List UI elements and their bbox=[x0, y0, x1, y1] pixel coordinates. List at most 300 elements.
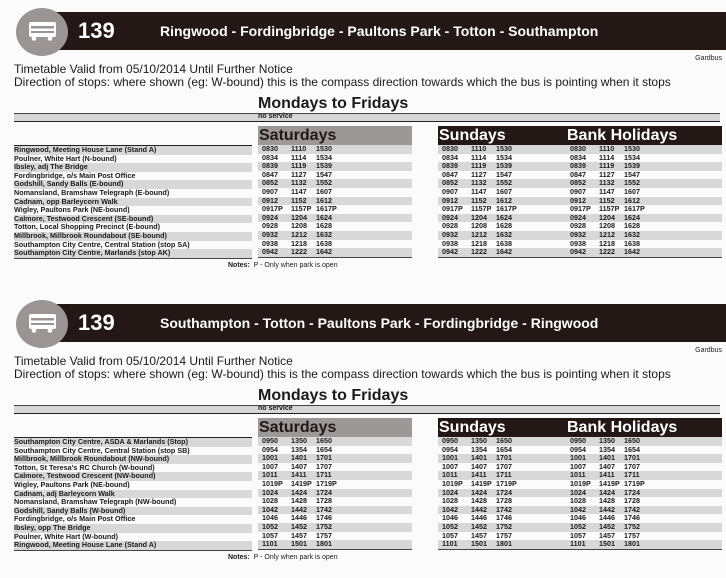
column-sundays bbox=[438, 418, 566, 550]
day-heading: Bank Holidays bbox=[566, 126, 722, 145]
departure-time: 0852 bbox=[442, 179, 458, 188]
stop-name: Poulner, White Hart (W-bound) bbox=[14, 532, 119, 541]
departure-time: 1724 bbox=[624, 488, 640, 497]
departure-time: 1147 bbox=[471, 187, 487, 196]
departure-time: 1746 bbox=[624, 514, 640, 523]
departure-time: 1701 bbox=[624, 454, 640, 463]
departure-time: 1650 bbox=[496, 437, 512, 445]
departure-time: 0834 bbox=[262, 153, 278, 162]
stop-name: Totton, St Teresa's RC Church (W-bound) bbox=[14, 463, 155, 472]
departure-time: 1612 bbox=[496, 196, 512, 205]
departure-time: 0954 bbox=[570, 445, 586, 454]
stop-name: Wigley, Paultons Park (NE-bound) bbox=[14, 480, 130, 489]
time-row bbox=[566, 523, 722, 532]
departure-time: 1539 bbox=[316, 162, 332, 171]
departure-time: 0830 bbox=[262, 145, 278, 153]
departure-time: 1746 bbox=[496, 514, 512, 523]
direction-note: Direction of stops: where shown (eg: W-bound) this is the compass direction towards which the bus is pointing when it stops bbox=[14, 75, 671, 89]
departure-time: 1119 bbox=[471, 162, 487, 171]
departure-time: 1019P bbox=[442, 479, 463, 488]
departure-time: 1724 bbox=[496, 488, 512, 497]
time-row bbox=[438, 540, 566, 549]
departure-time: 1007 bbox=[442, 462, 458, 471]
notes-label: Notes: bbox=[228, 262, 250, 269]
departure-time: 1534 bbox=[624, 153, 640, 162]
departure-time: 1411 bbox=[291, 471, 307, 480]
time-row bbox=[566, 205, 722, 214]
time-row bbox=[258, 489, 412, 498]
departure-time: 1711 bbox=[316, 471, 332, 480]
departure-time: 1019P bbox=[570, 479, 591, 488]
departure-time: 0834 bbox=[442, 153, 458, 162]
time-row bbox=[438, 162, 566, 171]
departure-time: 1452 bbox=[291, 522, 307, 531]
departure-time: 0834 bbox=[570, 153, 586, 162]
time-row bbox=[566, 222, 722, 231]
departure-time: 1632 bbox=[496, 230, 512, 239]
day-heading: Saturdays bbox=[258, 418, 412, 437]
time-row bbox=[438, 197, 566, 206]
departure-time: 0924 bbox=[570, 213, 586, 222]
notes-text: P - Only when park is open bbox=[253, 262, 338, 269]
departure-time: 1742 bbox=[496, 505, 512, 514]
departure-time: 1728 bbox=[624, 497, 640, 506]
time-row bbox=[258, 532, 412, 541]
departure-time: 1632 bbox=[624, 230, 640, 239]
time-row bbox=[438, 471, 566, 480]
time-row bbox=[258, 523, 412, 532]
time-row bbox=[438, 240, 566, 249]
departure-time: 1052 bbox=[442, 522, 458, 531]
departure-time: 1707 bbox=[624, 462, 640, 471]
departure-time: 0950 bbox=[570, 437, 586, 445]
departure-time: 1752 bbox=[496, 522, 512, 531]
time-row bbox=[566, 489, 722, 498]
departure-time: 1707 bbox=[496, 462, 512, 471]
departure-time: 0912 bbox=[442, 196, 458, 205]
departure-time: 1057 bbox=[570, 531, 586, 540]
departure-time: 1208 bbox=[599, 222, 615, 231]
time-row bbox=[438, 506, 566, 515]
departure-time: 0932 bbox=[570, 230, 586, 239]
departure-time: 1638 bbox=[316, 239, 332, 248]
departure-time: 1007 bbox=[570, 462, 586, 471]
departure-time: 0942 bbox=[570, 248, 586, 257]
departure-time: 1028 bbox=[442, 497, 458, 506]
departure-time: 1028 bbox=[570, 497, 586, 506]
column-bank-holidays bbox=[566, 418, 722, 550]
time-row bbox=[438, 205, 566, 214]
departure-time: 1152 bbox=[599, 196, 615, 205]
departure-time: 0830 bbox=[570, 145, 586, 153]
time-row bbox=[566, 248, 722, 257]
time-row bbox=[258, 446, 412, 455]
time-row bbox=[438, 454, 566, 463]
time-row bbox=[438, 145, 566, 154]
time-row bbox=[438, 179, 566, 188]
time-row bbox=[566, 231, 722, 240]
departure-time: 1801 bbox=[316, 540, 332, 549]
time-row bbox=[258, 222, 412, 231]
departure-time: 1446 bbox=[291, 514, 307, 523]
time-row bbox=[566, 437, 722, 446]
departure-time: 1354 bbox=[471, 445, 487, 454]
time-row bbox=[438, 188, 566, 197]
departure-time: 1057 bbox=[442, 531, 458, 540]
validity-text: Timetable Valid from 05/10/2014 Until Further Notice bbox=[14, 354, 293, 368]
departure-time: 0852 bbox=[262, 179, 278, 188]
stop-name: Wigley, Paultons Park (NE-bound) bbox=[14, 206, 130, 215]
mon-fri-heading: Mondays to Fridays bbox=[258, 387, 409, 404]
stop-name: Godshill, Sandy Balls (W-bound) bbox=[14, 507, 252, 516]
stop-name: Ringwood, Meeting House Lane (Stand A) bbox=[14, 146, 252, 155]
time-row bbox=[258, 231, 412, 240]
departure-time: 0907 bbox=[262, 187, 278, 196]
time-row bbox=[566, 471, 722, 480]
departure-time: 1401 bbox=[291, 454, 307, 463]
departure-time: 1707 bbox=[316, 462, 332, 471]
day-heading: Sundays bbox=[438, 126, 566, 145]
departure-time: 1001 bbox=[570, 454, 586, 463]
departure-time: 1530 bbox=[496, 145, 512, 153]
departure-time: 1617P bbox=[496, 205, 517, 214]
departure-time: 1446 bbox=[471, 514, 487, 523]
time-row bbox=[258, 154, 412, 163]
departure-time: 1752 bbox=[316, 522, 332, 531]
departure-time: 1204 bbox=[599, 213, 615, 222]
departure-time: 1654 bbox=[496, 445, 512, 454]
time-row bbox=[438, 171, 566, 180]
departure-time: 0847 bbox=[442, 170, 458, 179]
departure-time: 0938 bbox=[442, 239, 458, 248]
departure-time: 1424 bbox=[291, 488, 307, 497]
direction-note: Direction of stops: where shown (eg: W-bound) this is the compass direction towards which the bus is pointing when it stops bbox=[14, 367, 671, 381]
departure-time: 1007 bbox=[262, 462, 278, 471]
time-row bbox=[258, 188, 412, 197]
departure-time: 1222 bbox=[599, 248, 615, 257]
departure-time: 1218 bbox=[599, 239, 615, 248]
departure-time: 0852 bbox=[570, 179, 586, 188]
stop-name: Calmore, Testwood Crescent (NW-bound) bbox=[14, 472, 252, 481]
time-row bbox=[258, 145, 412, 154]
departure-time: 1728 bbox=[496, 497, 512, 506]
stop-name: Millbrook, Millbrook Roundabout (NW-bound) bbox=[14, 455, 252, 464]
time-row bbox=[258, 214, 412, 223]
mon-fri-bar bbox=[14, 113, 720, 122]
departure-time: 1208 bbox=[291, 222, 307, 231]
departure-time: 1442 bbox=[471, 505, 487, 514]
time-row bbox=[566, 497, 722, 506]
departure-time: 1204 bbox=[471, 213, 487, 222]
stop-name: Fordingbridge, o/s Main Post Office bbox=[14, 515, 136, 524]
column-saturdays bbox=[258, 126, 412, 258]
day-heading: Sundays bbox=[438, 418, 566, 437]
departure-time: 1624 bbox=[496, 213, 512, 222]
departure-time: 1547 bbox=[624, 170, 640, 179]
departure-time: 0954 bbox=[442, 445, 458, 454]
departure-time: 1204 bbox=[291, 213, 307, 222]
departure-time: 0928 bbox=[442, 222, 458, 231]
departure-time: 1534 bbox=[496, 153, 512, 162]
departure-time: 1401 bbox=[599, 454, 615, 463]
departure-time: 1110 bbox=[471, 145, 487, 153]
departure-time: 1424 bbox=[471, 488, 487, 497]
departure-time: 0928 bbox=[570, 222, 586, 231]
departure-time: 1757 bbox=[624, 531, 640, 540]
stops-list bbox=[14, 145, 252, 259]
departure-time: 1428 bbox=[291, 497, 307, 506]
departure-time: 1350 bbox=[291, 437, 307, 445]
stop-name: Godshill, Sandy Balls (E-bound) bbox=[14, 180, 252, 189]
stop-name: Fordingbridge, o/s Main Post Office bbox=[14, 171, 136, 180]
time-row bbox=[438, 489, 566, 498]
time-row bbox=[438, 497, 566, 506]
departure-time: 1457 bbox=[291, 531, 307, 540]
stop-name: Ringwood, Meeting House Lane (Stand A) bbox=[14, 541, 252, 550]
departure-time: 1132 bbox=[291, 179, 307, 188]
departure-time: 1501 bbox=[471, 540, 487, 549]
departure-time: 1534 bbox=[316, 153, 332, 162]
validity-text: Timetable Valid from 05/10/2014 Until Further Notice bbox=[14, 62, 293, 76]
departure-time: 1442 bbox=[291, 505, 307, 514]
departure-time: 1552 bbox=[496, 179, 512, 188]
departure-time: 1547 bbox=[316, 170, 332, 179]
time-row bbox=[258, 471, 412, 480]
time-row bbox=[438, 463, 566, 472]
time-row bbox=[258, 463, 412, 472]
departure-time: 1719P bbox=[316, 479, 337, 488]
departure-time: 1222 bbox=[471, 248, 487, 257]
time-row bbox=[566, 532, 722, 541]
time-row bbox=[258, 162, 412, 171]
departure-time: 1354 bbox=[599, 445, 615, 454]
departure-time: 0839 bbox=[570, 162, 586, 171]
departure-time: 1024 bbox=[442, 488, 458, 497]
departure-time: 1147 bbox=[599, 187, 615, 196]
departure-time: 0924 bbox=[442, 213, 458, 222]
departure-time: 1157P bbox=[599, 205, 620, 214]
departure-time: 1152 bbox=[291, 196, 307, 205]
departure-time: 1024 bbox=[262, 488, 278, 497]
departure-time: 0830 bbox=[442, 145, 458, 153]
time-row bbox=[566, 197, 722, 206]
departure-time: 1624 bbox=[316, 213, 332, 222]
departure-time: 1212 bbox=[599, 230, 615, 239]
departure-time: 1147 bbox=[291, 187, 307, 196]
time-row bbox=[566, 240, 722, 249]
departure-time: 1157P bbox=[291, 205, 312, 214]
departure-time: 1212 bbox=[291, 230, 307, 239]
departure-time: 1607 bbox=[316, 187, 332, 196]
notes-text: P - Only when park is open bbox=[253, 554, 338, 561]
departure-time: 1424 bbox=[599, 488, 615, 497]
departure-time: 1011 bbox=[442, 471, 458, 480]
departure-time: 1612 bbox=[316, 196, 332, 205]
departure-time: 1218 bbox=[291, 239, 307, 248]
notes bbox=[228, 262, 338, 269]
time-row bbox=[258, 506, 412, 515]
departure-time: 1218 bbox=[471, 239, 487, 248]
time-row bbox=[258, 514, 412, 523]
departure-time: 0942 bbox=[442, 248, 458, 257]
notes-label: Notes: bbox=[228, 554, 250, 561]
departure-time: 1157P bbox=[471, 205, 492, 214]
time-row bbox=[566, 214, 722, 223]
departure-time: 1011 bbox=[570, 471, 586, 480]
departure-time: 1019P bbox=[262, 479, 283, 488]
departure-time: 0924 bbox=[262, 213, 278, 222]
departure-time: 1724 bbox=[316, 488, 332, 497]
day-heading: Bank Holidays bbox=[566, 418, 722, 437]
departure-time: 1624 bbox=[624, 213, 640, 222]
departure-time: 1428 bbox=[471, 497, 487, 506]
time-row bbox=[438, 214, 566, 223]
time-row bbox=[438, 446, 566, 455]
departure-time: 0938 bbox=[570, 239, 586, 248]
departure-time: 1457 bbox=[471, 531, 487, 540]
time-row bbox=[566, 514, 722, 523]
departure-time: 1711 bbox=[496, 471, 512, 480]
departure-time: 1114 bbox=[599, 153, 615, 162]
route-number: 139 bbox=[78, 18, 115, 43]
departure-time: 1719P bbox=[624, 479, 645, 488]
departure-time: 1350 bbox=[599, 437, 615, 445]
mon-fri-bar bbox=[14, 405, 720, 414]
departure-time: 1001 bbox=[442, 454, 458, 463]
time-row bbox=[258, 205, 412, 214]
stop-name: Totton, Local Shopping Precinct (E-bound) bbox=[14, 223, 160, 232]
departure-time: 1501 bbox=[291, 540, 307, 549]
stop-name: Calmore, Testwood Crescent (SE-bound) bbox=[14, 215, 252, 224]
departure-time: 1411 bbox=[599, 471, 615, 480]
departure-time: 1411 bbox=[471, 471, 487, 480]
bus-icon bbox=[16, 8, 68, 56]
departure-time: 1132 bbox=[471, 179, 487, 188]
departure-time: 0938 bbox=[262, 239, 278, 248]
departure-time: 1552 bbox=[624, 179, 640, 188]
column-bank-holidays bbox=[566, 126, 722, 258]
departure-time: 1654 bbox=[316, 445, 332, 454]
time-row bbox=[438, 514, 566, 523]
departure-time: 1001 bbox=[262, 454, 278, 463]
stop-name: Millbrook, Millbrook Roundabout (SE-bound) bbox=[14, 232, 252, 241]
departure-time: 1057 bbox=[262, 531, 278, 540]
time-row bbox=[258, 197, 412, 206]
departure-time: 1547 bbox=[496, 170, 512, 179]
departure-time: 1757 bbox=[496, 531, 512, 540]
departure-time: 1457 bbox=[599, 531, 615, 540]
time-row bbox=[566, 179, 722, 188]
departure-time: 1350 bbox=[471, 437, 487, 445]
departure-time: 1701 bbox=[496, 454, 512, 463]
departure-time: 1746 bbox=[316, 514, 332, 523]
time-row bbox=[258, 171, 412, 180]
time-row bbox=[566, 188, 722, 197]
departure-time: 1110 bbox=[291, 145, 307, 153]
departure-time: 1642 bbox=[496, 248, 512, 257]
departure-time: 1152 bbox=[471, 196, 487, 205]
departure-time: 0954 bbox=[262, 445, 278, 454]
departure-time: 1742 bbox=[316, 505, 332, 514]
departure-time: 1046 bbox=[262, 514, 278, 523]
departure-time: 1530 bbox=[624, 145, 640, 153]
departure-time: 1628 bbox=[624, 222, 640, 231]
departure-time: 1650 bbox=[624, 437, 640, 445]
departure-time: 1612 bbox=[624, 196, 640, 205]
departure-time: 1650 bbox=[316, 437, 332, 445]
departure-time: 0932 bbox=[262, 230, 278, 239]
departure-time: 1110 bbox=[599, 145, 615, 153]
time-row bbox=[258, 437, 412, 446]
stop-name: Southampton City Centre, ASDA & Marlands (Stop) bbox=[14, 438, 252, 447]
departure-time: 1552 bbox=[316, 179, 332, 188]
operator-name: Gardbus bbox=[695, 347, 722, 354]
departure-time: 0839 bbox=[442, 162, 458, 171]
departure-time: 1539 bbox=[496, 162, 512, 171]
time-row bbox=[566, 480, 722, 489]
departure-time: 1127 bbox=[599, 170, 615, 179]
departure-time: 1719P bbox=[496, 479, 517, 488]
departure-time: 0912 bbox=[570, 196, 586, 205]
departure-time: 1042 bbox=[442, 505, 458, 514]
departure-time: 1607 bbox=[624, 187, 640, 196]
departure-time: 1628 bbox=[496, 222, 512, 231]
departure-time: 1752 bbox=[624, 522, 640, 531]
departure-time: 1042 bbox=[262, 505, 278, 514]
departure-time: 1024 bbox=[570, 488, 586, 497]
departure-time: 1638 bbox=[496, 239, 512, 248]
departure-time: 1354 bbox=[291, 445, 307, 454]
route-title: Southampton - Totton - Paultons Park - Fordingbridge - Ringwood bbox=[160, 315, 599, 331]
departure-time: 1042 bbox=[570, 505, 586, 514]
departure-time: 0950 bbox=[262, 437, 278, 445]
departure-time: 0847 bbox=[262, 170, 278, 179]
departure-time: 1011 bbox=[262, 471, 278, 480]
departure-time: 1127 bbox=[471, 170, 487, 179]
departure-time: 0907 bbox=[442, 187, 458, 196]
time-row bbox=[438, 532, 566, 541]
time-row bbox=[566, 506, 722, 515]
stop-name: Southampton City Centre, Central Station (stop SA) bbox=[14, 240, 190, 249]
departure-time: 1617P bbox=[624, 205, 645, 214]
time-row bbox=[258, 497, 412, 506]
stop-name: Southampton City Centre, Marlands (stop AK) bbox=[14, 249, 252, 258]
departure-time: 0839 bbox=[262, 162, 278, 171]
time-row bbox=[438, 248, 566, 257]
departure-time: 1401 bbox=[471, 454, 487, 463]
departure-time: 1101 bbox=[570, 540, 586, 549]
departure-time: 1114 bbox=[291, 153, 307, 162]
departure-time: 1407 bbox=[471, 462, 487, 471]
time-row bbox=[566, 171, 722, 180]
departure-time: 1028 bbox=[262, 497, 278, 506]
notes bbox=[228, 554, 338, 561]
time-row bbox=[566, 145, 722, 154]
departure-time: 1442 bbox=[599, 505, 615, 514]
departure-time: 1701 bbox=[316, 454, 332, 463]
time-row bbox=[566, 454, 722, 463]
stops-list bbox=[14, 437, 252, 551]
departure-time: 0917P bbox=[442, 205, 463, 214]
departure-time: 1539 bbox=[624, 162, 640, 171]
departure-time: 1127 bbox=[291, 170, 307, 179]
stop-name: Poulner, White Hart (N-bound) bbox=[14, 154, 117, 163]
mon-fri-heading: Mondays to Fridays bbox=[258, 95, 409, 112]
departure-time: 1419P bbox=[599, 479, 620, 488]
departure-time: 1208 bbox=[471, 222, 487, 231]
departure-time: 1052 bbox=[570, 522, 586, 531]
time-row bbox=[258, 240, 412, 249]
